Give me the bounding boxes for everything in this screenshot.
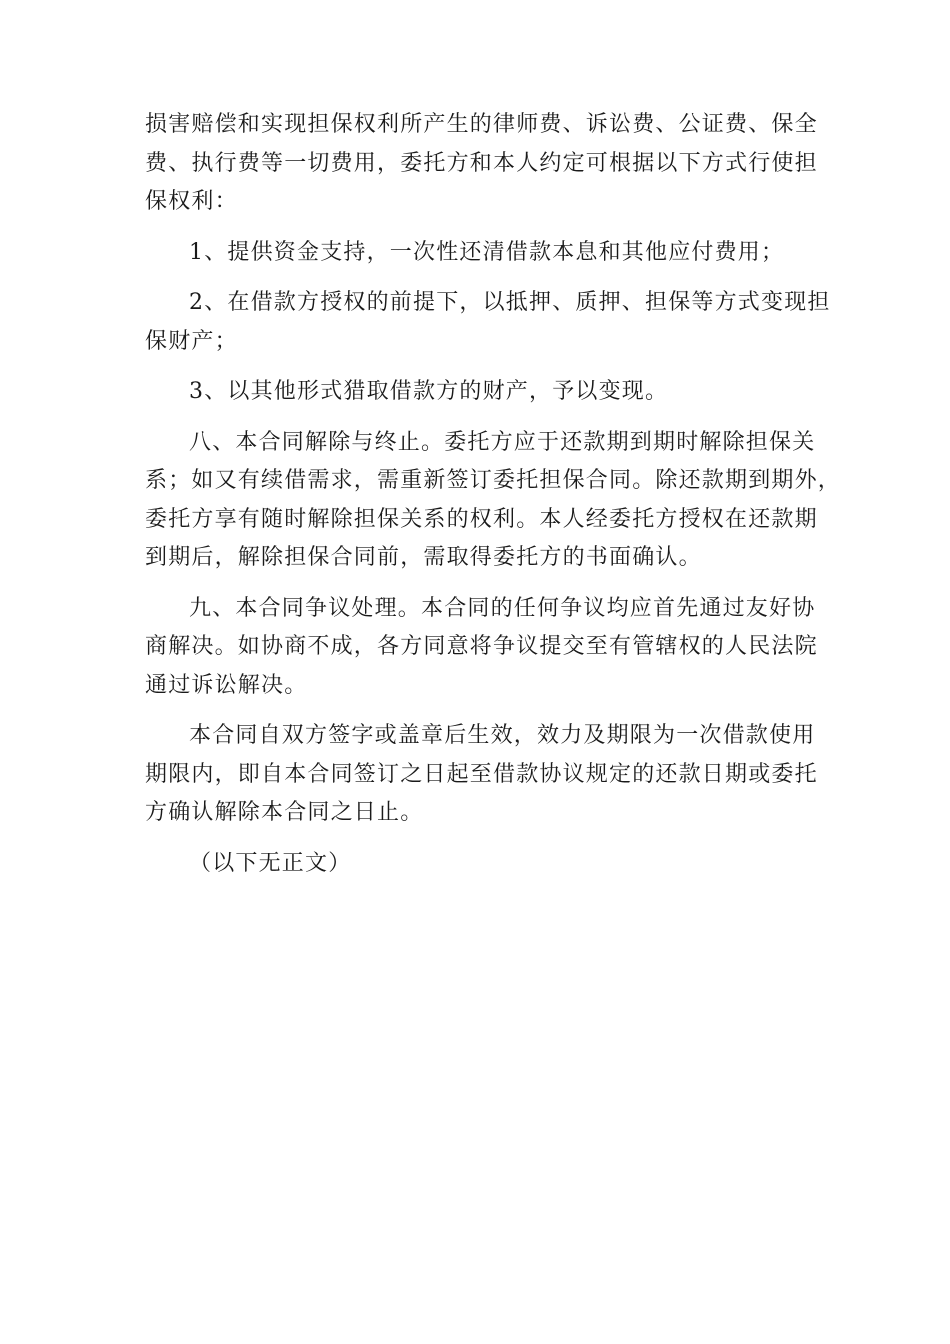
text-line: 费、执行费等一切费用，委托方和本人约定可根据以下方式行使担 bbox=[145, 150, 818, 176]
text-line: 期限内，即自本合同签订之日起至借款协议规定的还款日期或委托 bbox=[145, 761, 818, 787]
text-line: 本合同自双方签字或盖章后生效，效力及期限为一次借款使用 bbox=[189, 723, 816, 748]
clause-9-dispute bbox=[145, 590, 818, 706]
text-line: 方确认解除本合同之日止。 bbox=[145, 800, 424, 825]
text-line: 1、提供资金支持，一次性还清借款本息和其他应付费用； bbox=[189, 239, 785, 265]
text-line: 九、本合同争议处理。本合同的任何争议均应首先通过友好协 bbox=[189, 595, 816, 621]
text-line: 通过诉讼解决。 bbox=[145, 672, 308, 698]
clause-effectiveness bbox=[145, 717, 818, 833]
text-line: 系；如又有续借需求，需重新签订委托担保合同。除还款期到期外， bbox=[145, 468, 842, 493]
list-item-2 bbox=[145, 284, 831, 361]
text-line: 商解决。如协商不成，各方同意将争议提交至有管辖权的人民法院 bbox=[145, 634, 818, 659]
clause-8-termination bbox=[145, 424, 842, 578]
list-item-3 bbox=[145, 373, 805, 412]
document-body bbox=[145, 106, 842, 883]
text-line: 保权利： bbox=[145, 189, 238, 214]
text-line: 3、以其他形式猎取借款方的财产，予以变现。 bbox=[189, 379, 669, 404]
paragraph-guarantee-costs bbox=[145, 106, 818, 222]
list-item-1 bbox=[145, 234, 805, 273]
text-line: 委托方享有随时解除担保关系的权利。本人经委托方授权在还款期 bbox=[145, 506, 818, 532]
text-line: 到期后，解除担保合同前，需取得委托方的书面确认。 bbox=[145, 545, 702, 570]
end-of-text-note bbox=[145, 845, 805, 884]
text-line: 八、本合同解除与终止。委托方应于还款期到期时解除担保关 bbox=[189, 429, 816, 455]
text-line: 保财产； bbox=[145, 328, 238, 354]
text-line: 2、在借款方授权的前提下，以抵押、质押、担保等方式变现担 bbox=[189, 290, 831, 315]
text-line: 损害赔偿和实现担保权利所产生的律师费、诉讼费、公证费、保全 bbox=[145, 112, 818, 137]
text-line: （以下无正文） bbox=[189, 850, 352, 876]
